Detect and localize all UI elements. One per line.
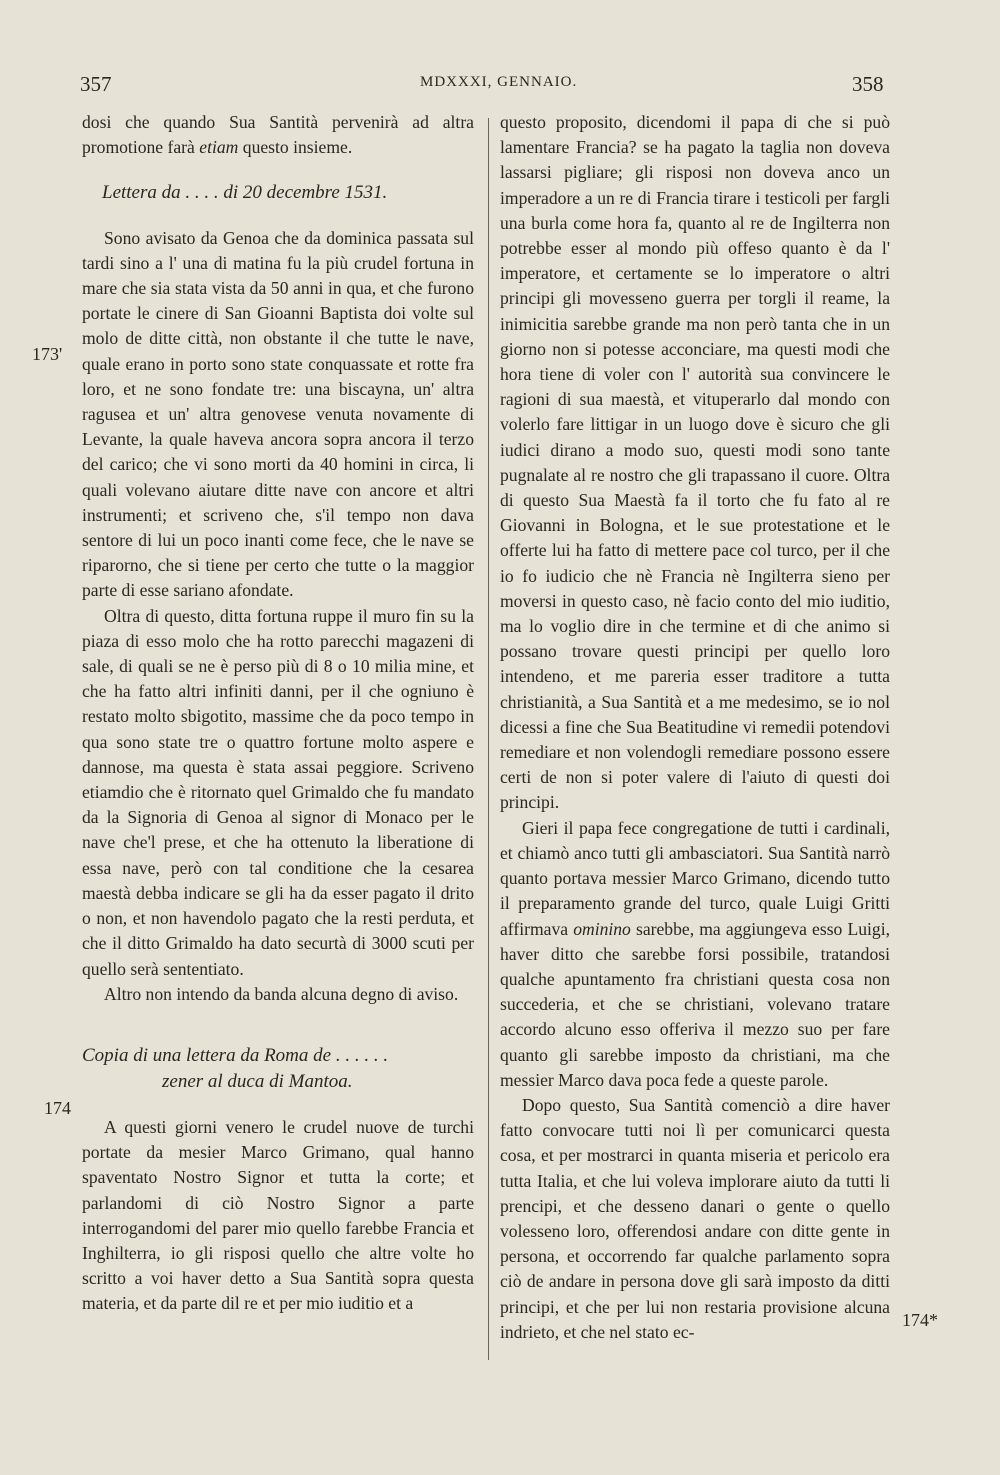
right-column: [500, 110, 890, 1345]
letter-paragraph: questo proposito, dicendomi il papa di che si può lamentare Francia? se ha pagato la taglia non doveva lassarsi pigliare; gli risposi non doveva anco un imperadore a un re di Francia tirare i testicoli per fargli una burla come hora fa, quanto al re de Ingilterra non potrebbe esser al mondo più offeso quanto è da l' imperatore, et certamente se lo imperatore o altri principi gli movesseno guerra per torgli il reame, la inimicitia sarebbe grande ma non però tanta che in un giorno non si potesse acconciare, ma questi modi che hora tiene di voler con l' autorità sua convincere le ragioni di sua maestà, et vituperarlo dal mondo con volerlo fare littigar in un luogo dove è sicuro che gli iudici dirano a modo suo, questi modi sono tante pugnalate al re nostro che gli trapassano il cuore. Oltra di questo Sua Maestà fa il torto che fu fato al re Giovanni in Bologna, et le sue protestatione et le offerte lui ha fatto di mettere pace col turco, per il che io fo iudicio che nè Francia nè Ingilterra sieno per moversi in questo caso, nè facio conto del mio iuditio, ma lo voglio dire in che termine et di che animo si possano trovare questi principi per quello loro intendeno, et me pareria esser traditore a tutta christianità, a Sua Santità et a me medesimo, se io nol dicessi a fine che Sua Beatitudine vi remedii potendovi remediare et non volendogli remediare possono essere certi de non si poter valere di l'aiuto di questi doi principi.: [500, 112, 890, 813]
margin-note-173: 173': [32, 344, 63, 364]
letter-heading: Lettera da . . . . di 20 decembre 1531.: [102, 182, 388, 204]
letter-paragraph: Oltra di questo, ditta fortuna ruppe il muro fin su la piaza di esso molo che ha rotto parecchi magazeni di sale, di quali se ne è perso più di 8 o 10 milia mine, et che ha fatto altri infiniti danni, per il che ogniuno è restato molto sbigotito, massime che da poco tempo in qua sono state tre o quattro fortune molto aspere e dannose, ma questa è stata assai peggiore. Scriveno etiamdio che è ritornato quel Grimaldo che fu mandato da la Signoria di Genoa al signor di Monaco per le nave che'l prese, et che ha ottenuto la liberatione di essa nave, però con tal conditione che la cesarea maestà debba indicare se gli ha da esser pagato il drito o non, et non havendolo pagato che la resti perduta, et che il ditto Grimaldo ha dato securtà di 3000 scuti per quello serà sententiato.: [82, 605, 474, 979]
letter-paragraph: Gieri il papa fece congregatione de tutti i cardinali, et chiamò anco tutti gli ambasciatori. Sua Santità narrò quanto portava messier Marco Grimano, dicendo tutto il preparamento grande del turco, quale Luigi Gritti affirmava ominino sarebbe, ma aggiungeva esso Luigi, haver ditto che sarebbe forsi possibile, tratandosi qualche apuntamento fra christiani questa cosa non succederia, et che se christiani, volevano tratare accordo alcuno esso offeriva il mezzo suo per fare quanto gli sarebbe imposto da christiani, ma che messier Marco dava poca fede a queste parole.: [500, 817, 890, 1090]
letter-paragraph: Dopo questo, Sua Santità comenciò a dire haver fatto convocare tutti noi lì per comunicarci questa cosa, et per mostrarci in quanta miseria et pericolo era tutta Italia, et che lui voleva implorare aiuto da tutti li prencipi, et che desseno danari o gente o quello volesseno loro, offerendosi andare con ditte gente in persona, et occorrendo far qualche parlamento sopra ciò de andare in persona dove gli sarà imposto da ditti principi, et che per lui non restaria provisione alcuna indrieto, et che nel stato ec-: [500, 1094, 890, 1342]
page-number-left: 357: [80, 72, 112, 96]
left-column: [82, 110, 474, 1317]
column-divider: [488, 118, 489, 1360]
intro-paragraph: dosi che quando Sua Santità pervenirà ad altra promotione farà etiam questo insieme.: [82, 112, 474, 158]
page-header: [0, 68, 1000, 98]
letter-paragraph: Altro non intendo da banda alcuna degno di aviso.: [104, 983, 459, 1004]
running-title: MDXXXI, GENNAIO.: [420, 74, 578, 90]
page-number-right: 358: [852, 72, 884, 96]
letter-paragraph: A questi giorni venero le crudel nuove de turchi portate da mesier Marco Grimano, qual hanno spaventato Nostro Signor et tutta la corte; et parlandomi di ciò Nostro Signor a parte interrogandomi del parer mio quello farebbe Francia et Inghilterra, io gli risposi quello che altre volte ho scritto a voi haver detto a Sua Santità sopra questa materia, et da parte dil re et per mio iuditio et a: [82, 1116, 474, 1314]
margin-note-174-right: 174*: [902, 1310, 938, 1330]
letter-paragraph: Sono avisato da Genoa che da dominica passata sul tardi sino a l' una di matina fu la più crudel fortuna in mare che sia stata vista da 50 anni in qua, et che furono portate le cinere di San Gioanni Baptista doi volte sul molo de ditte città, non obstante il che tutte le nave, quale erano in porto sono state conquassate et rotte fra loro, et ne sono fondate tre: una biscayna, un' altra ragusea et un' altra genovese venuta novamente di Levante, la quale haveva ancora sopra ancora il terzo del carico; che vi sono morti da 40 homini in circa, li quali volevano aiutare ditte nave con ancore et altri instrumenti; et scriveno che, s'il tempo non dava sentore di lui un poco inanti come fece, che le nave se riparorno, che si tiene per certo che tutte o la maggior parte di esse sariano afondate.: [82, 227, 474, 601]
letter-heading: Copia di una lettera da Roma de . . . . . . zener al duca di Mantoa.: [82, 1044, 389, 1092]
margin-note-174: 174: [44, 1098, 71, 1118]
